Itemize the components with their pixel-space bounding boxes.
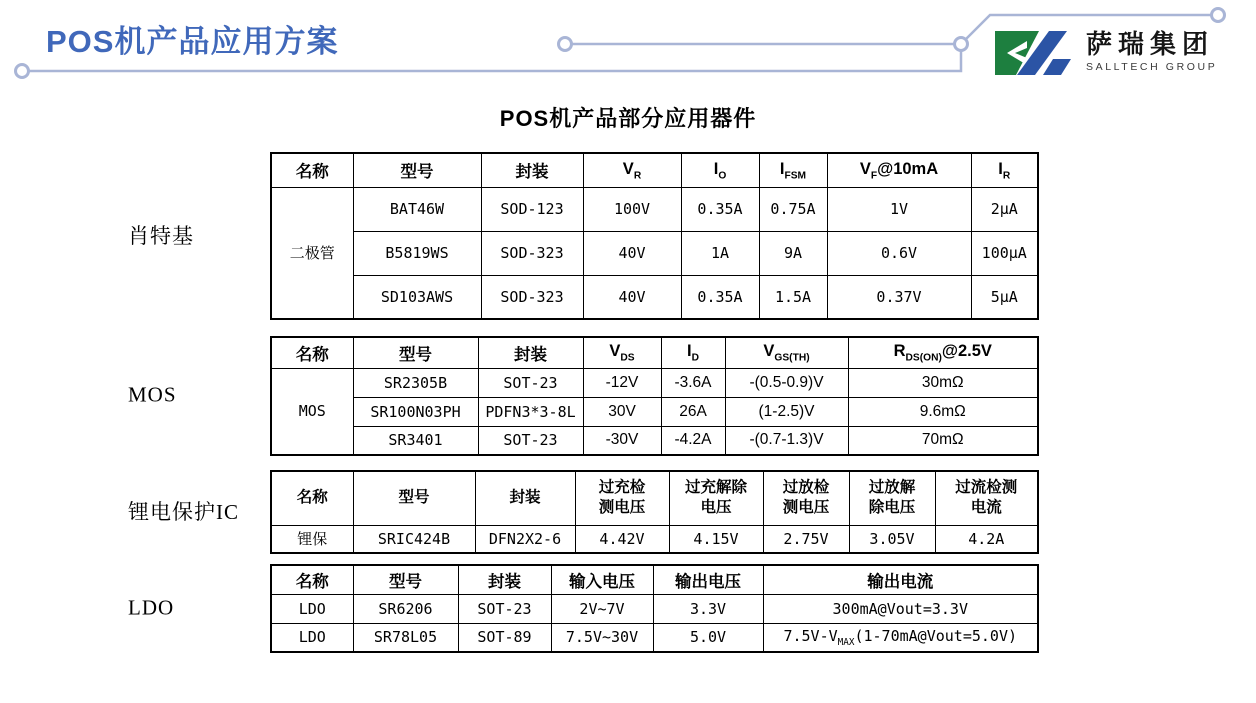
table-cell: 26A: [661, 397, 725, 426]
table-cell: SOD-323: [481, 231, 583, 275]
table-cell: SOT-23: [478, 426, 583, 455]
table-cell: 40V: [583, 275, 681, 319]
table-group-schottky: [0, 152, 1256, 318]
column-header: 封装: [478, 337, 583, 368]
table-cell: DFN2X2-6: [475, 525, 575, 553]
connector-node-icon: [16, 65, 29, 78]
column-header: 过放检 测电压: [763, 471, 849, 525]
table-cell: 100μA: [971, 231, 1038, 275]
column-header: 名称: [271, 565, 353, 594]
table-cell: 0.35A: [681, 275, 759, 319]
table-cell: SOT-89: [458, 623, 551, 652]
logo-company-subtitle: SALLTECH GROUP: [1086, 61, 1218, 74]
table-cell: LDO: [271, 623, 353, 652]
column-header: $R_{DS(ON)}@2.5V$: [848, 337, 1038, 368]
table-cell: SOT-23: [478, 368, 583, 397]
column-header: 封装: [475, 471, 575, 525]
table-cell: -4.2A: [661, 426, 725, 455]
table-cell: -(0.7-1.3)V: [725, 426, 848, 455]
category-cell: MOS: [271, 368, 353, 455]
table-cell: B5819WS: [353, 231, 481, 275]
column-header: 输出电流: [763, 565, 1038, 594]
column-header: 过放解 除电压: [849, 471, 935, 525]
table-cell: SOD-123: [481, 187, 583, 231]
column-header: $V_F@10mA$: [827, 153, 971, 187]
category-label-li-protect: 锂电保护IC: [128, 500, 239, 524]
column-header: $V_{DS}$: [583, 337, 661, 368]
table-cell: BAT46W: [353, 187, 481, 231]
table-cell: 4.42V: [575, 525, 669, 553]
table-cell: 1.5A: [759, 275, 827, 319]
table-cell: 0.75A: [759, 187, 827, 231]
table-cell: 锂保: [271, 525, 353, 553]
table-cell: SR100N03PH: [353, 397, 478, 426]
column-header: 名称: [271, 153, 353, 187]
table-cell: 7.5V~30V: [551, 623, 653, 652]
content-title: POS机产品部分应用器件: [499, 106, 757, 131]
column-header: $I_R$: [971, 153, 1038, 187]
table-cell: $7.5V-V_{MAX}(1-70mA@Vout=5.0V)$: [763, 623, 1038, 652]
table-cell: SR6206: [353, 594, 458, 623]
column-header: 输入电压: [551, 565, 653, 594]
table-group-ldo: [0, 564, 1256, 651]
column-header: 型号: [353, 337, 478, 368]
category-label-ldo: LDO: [128, 595, 175, 619]
table-cell: -3.6A: [661, 368, 725, 397]
column-header: 过充解除 电压: [669, 471, 763, 525]
column-header: 封装: [481, 153, 583, 187]
logo-text-block: [1086, 29, 1217, 73]
table-cell: 3.3V: [653, 594, 763, 623]
table-cell: 4.15V: [669, 525, 763, 553]
table-cell: SOD-323: [481, 275, 583, 319]
table-cell: 30V: [583, 397, 661, 426]
table-cell: SR2305B: [353, 368, 478, 397]
table-cell: 5μA: [971, 275, 1038, 319]
salltech-logo-icon: [993, 29, 1073, 77]
table-cell: 2V~7V: [551, 594, 653, 623]
table-group-li-protect: [0, 470, 1256, 552]
table-cell: 5.0V: [653, 623, 763, 652]
column-header: $I_D$: [661, 337, 725, 368]
column-header: $I_{FSM}$: [759, 153, 827, 187]
table-cell: 2.75V: [763, 525, 849, 553]
page-title: POS机产品应用方案: [46, 24, 339, 59]
column-header: 名称: [271, 337, 353, 368]
column-header: $V_R$: [583, 153, 681, 187]
table-cell: 9.6mΩ: [848, 397, 1038, 426]
table-cell: SRIC424B: [353, 525, 475, 553]
connector-node-icon: [955, 38, 968, 51]
table-schottky: [270, 152, 1039, 320]
table-cell: 0.35A: [681, 187, 759, 231]
column-header: 型号: [353, 153, 481, 187]
category-label-mos: MOS: [128, 382, 177, 406]
table-cell: 3.05V: [849, 525, 935, 553]
table-cell: 1V: [827, 187, 971, 231]
column-header: 过充检 测电压: [575, 471, 669, 525]
table-cell: 0.37V: [827, 275, 971, 319]
table-mos: [270, 336, 1039, 456]
column-header: 名称: [271, 471, 353, 525]
table-li-protect: [270, 470, 1039, 554]
table-cell: 9A: [759, 231, 827, 275]
table-cell: -12V: [583, 368, 661, 397]
table-cell: SOT-23: [458, 594, 551, 623]
connector-node-icon: [1212, 9, 1225, 22]
column-header: 型号: [353, 471, 475, 525]
table-group-mos: [0, 336, 1256, 453]
company-logo: [993, 29, 1217, 77]
table-cell: 1A: [681, 231, 759, 275]
table-cell: (1-2.5)V: [725, 397, 848, 426]
table-cell: 100V: [583, 187, 681, 231]
table-cell: 300mA@Vout=3.3V: [763, 594, 1038, 623]
table-cell: 4.2A: [935, 525, 1038, 553]
table-cell: -30V: [583, 426, 661, 455]
logo-company-name: 萨瑞集团: [1086, 29, 1215, 59]
table-cell: -(0.5-0.9)V: [725, 368, 848, 397]
category-label-schottky: 肖特基: [128, 224, 194, 248]
category-cell: 二极管: [271, 187, 353, 319]
table-cell: SR78L05: [353, 623, 458, 652]
table-cell: 30mΩ: [848, 368, 1038, 397]
column-header: 型号: [353, 565, 458, 594]
table-ldo: [270, 564, 1039, 653]
table-cell: 70mΩ: [848, 426, 1038, 455]
column-header: $I_O$: [681, 153, 759, 187]
column-header: $V_{GS(TH)}$: [725, 337, 848, 368]
table-cell: 40V: [583, 231, 681, 275]
column-header: 输出电压: [653, 565, 763, 594]
connector-node-icon: [559, 38, 572, 51]
column-header: 过流检测 电流: [935, 471, 1038, 525]
table-cell: SD103AWS: [353, 275, 481, 319]
table-cell: PDFN3*3-8L: [478, 397, 583, 426]
table-cell: 2μA: [971, 187, 1038, 231]
table-cell: SR3401: [353, 426, 478, 455]
table-cell: LDO: [271, 594, 353, 623]
column-header: 封装: [458, 565, 551, 594]
table-cell: 0.6V: [827, 231, 971, 275]
